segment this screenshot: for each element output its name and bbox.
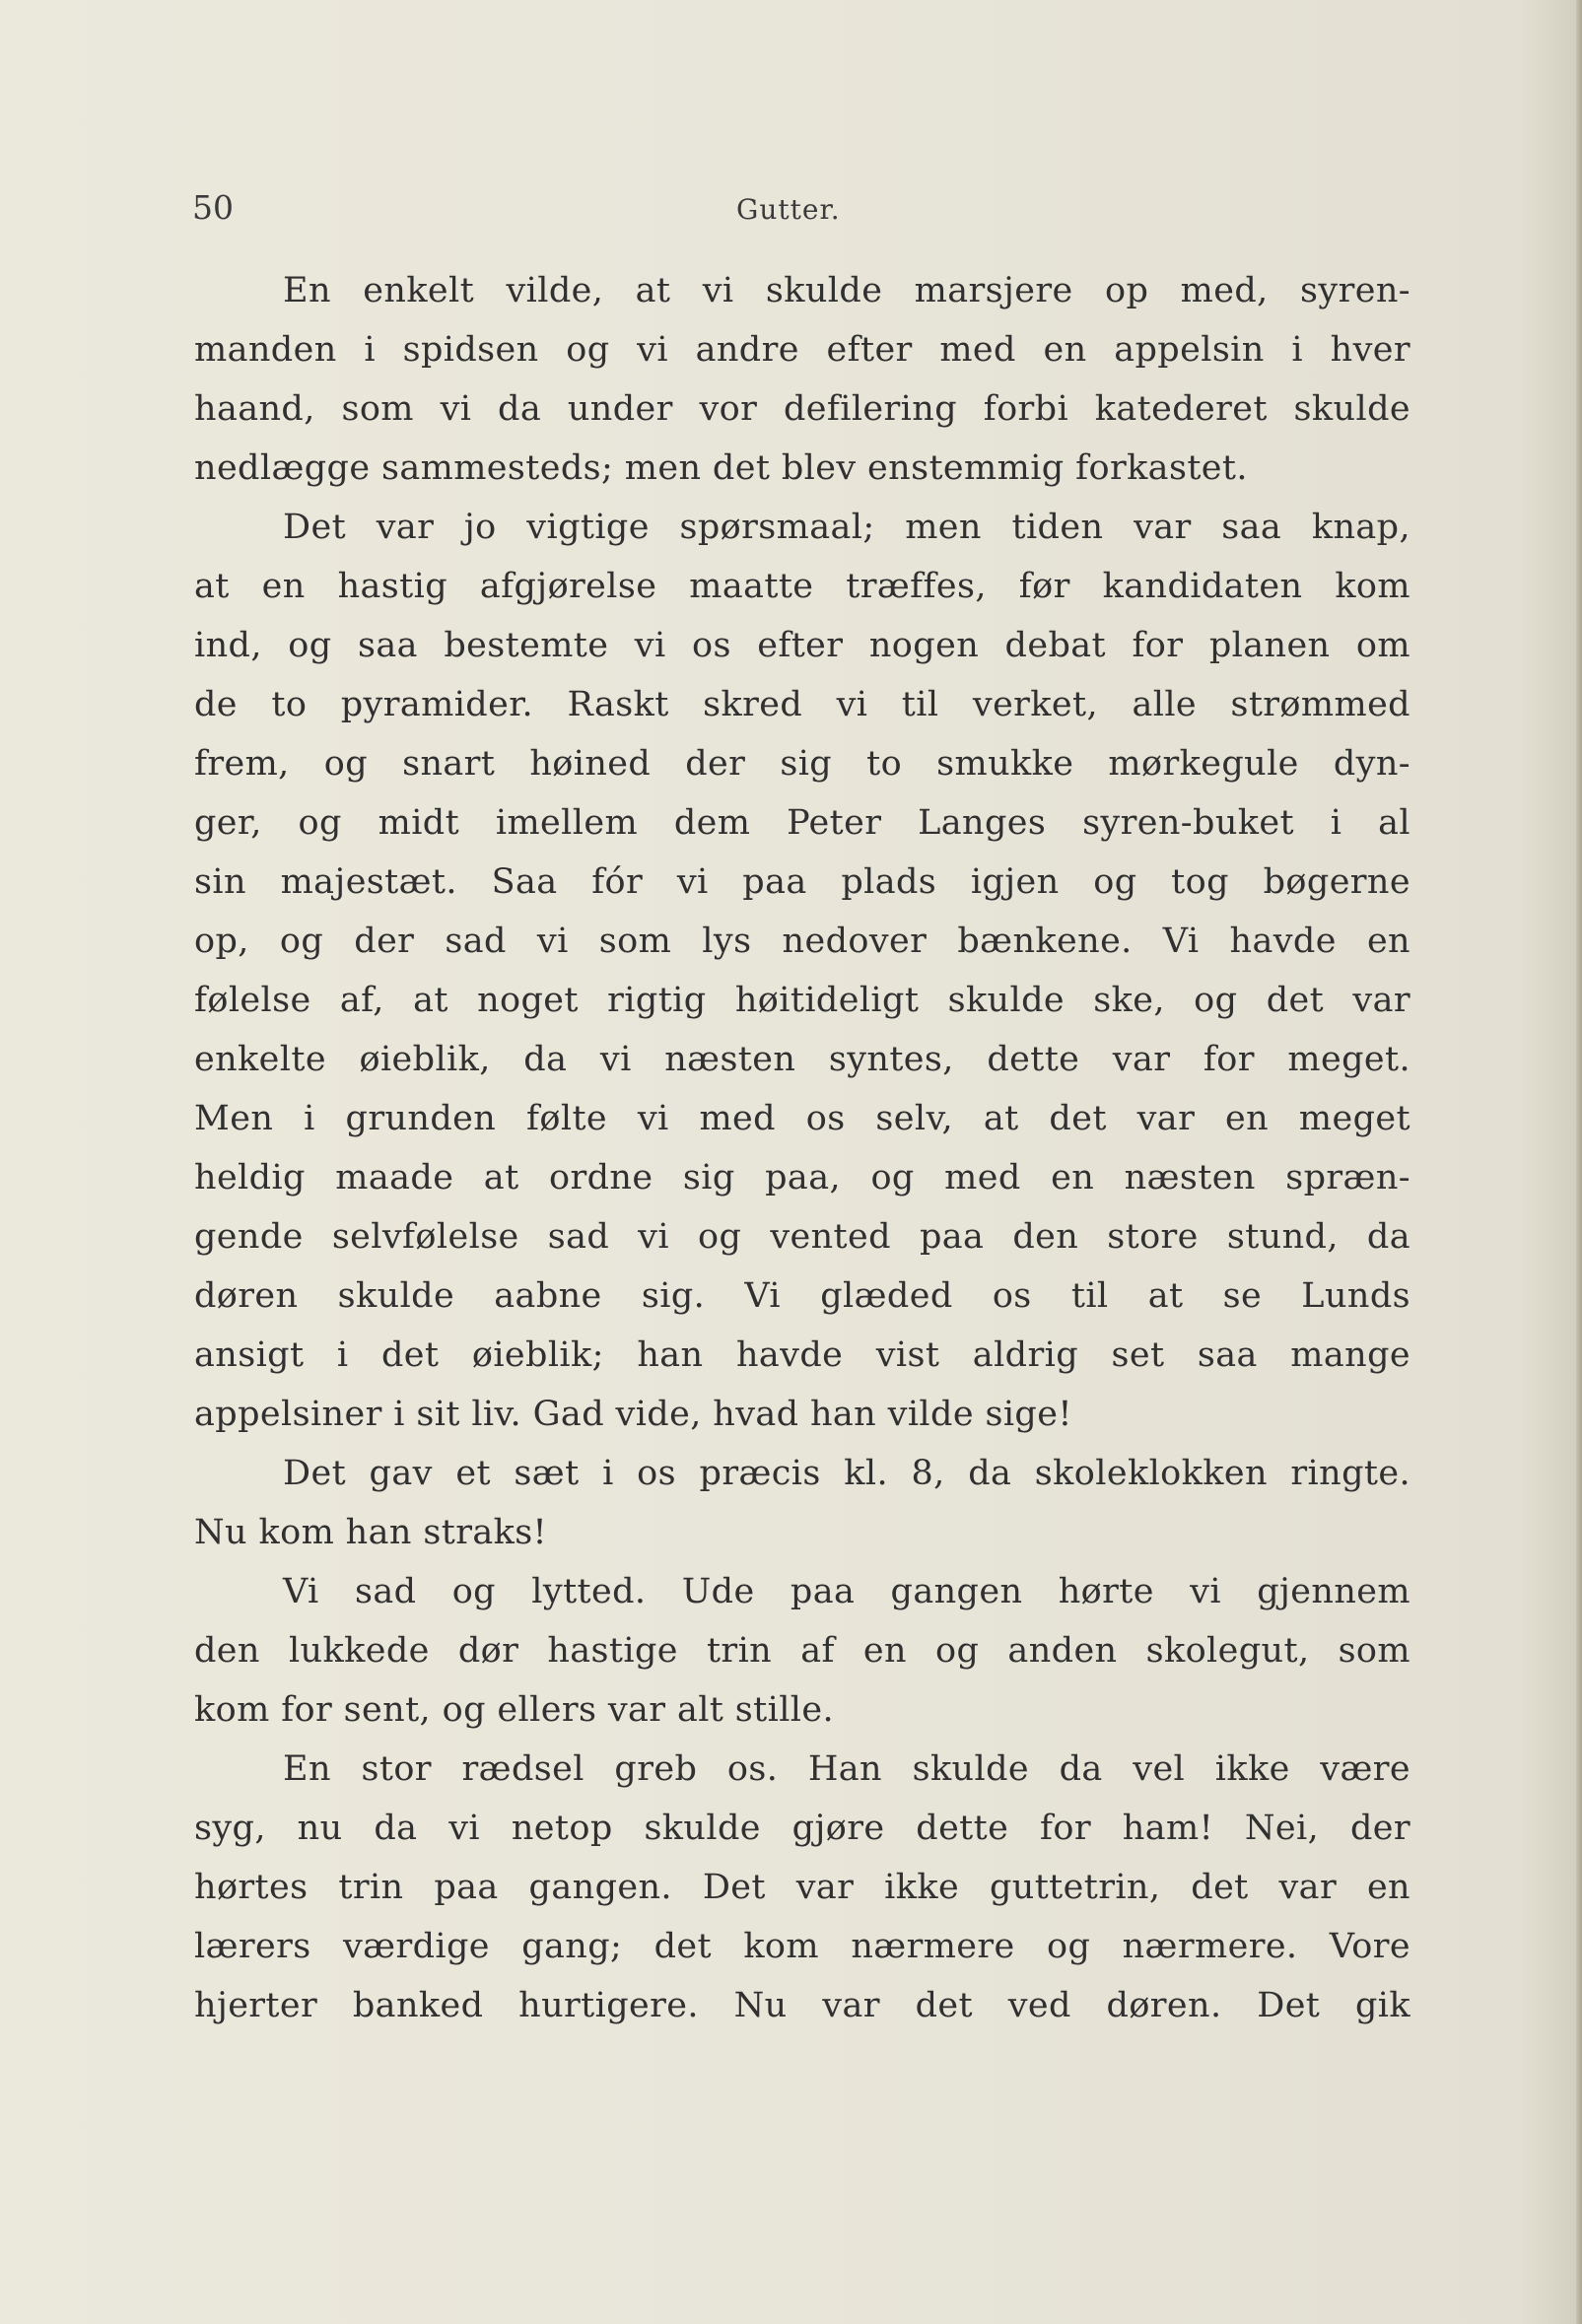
text-line: døren skulde aabne sig. Vi glæded os til at se Lunds [194, 1276, 1410, 1316]
text-line: frem, og snart høined der sig to smukke mørkegule dyn- [194, 744, 1410, 784]
text-line: gende selvfølelse sad vi og vented paa den store stund, da [194, 1217, 1410, 1257]
text-line: hørtes trin paa gangen. Det var ikke guttetrin, det var en [194, 1868, 1410, 1907]
text-line: syg, nu da vi netop skulde gjøre dette for ham! Nei, der [194, 1809, 1410, 1848]
text-line: ansigt i det øieblik; han havde vist aldrig set saa mange [194, 1335, 1410, 1375]
text-line: at en hastig afgjørelse maatte træffes, før kandidaten kom [194, 567, 1410, 606]
running-head: Gutter. [736, 193, 841, 226]
text-line: ind, og saa bestemte vi os efter nogen debat for planen om [194, 626, 1410, 665]
text-line: den lukkede dør hastige trin af en og anden skolegut, som [194, 1631, 1410, 1671]
body-text [194, 261, 1410, 2035]
text-line: de to pyramider. Raskt skred vi til verket, alle strømmed [194, 685, 1410, 724]
text-line: Det gav et sæt i os præcis kl. 8, da skoleklokken ringte. [283, 1454, 1410, 1493]
text-line: heldig maade at ordne sig paa, og med en næsten spræn- [194, 1158, 1410, 1197]
page-edge [1576, 0, 1582, 2324]
text-line: sin majestæt. Saa fór vi paa plads igjen og tog bøgerne [194, 862, 1410, 902]
text-line: En enkelt vilde, at vi skulde marsjere op med, syren- [283, 271, 1410, 310]
text-line: nedlægge sammesteds; men det blev enstemmig forkastet. [194, 448, 1248, 488]
text-line: følelse af, at noget rigtig høitideligt skulde ske, og det var [194, 981, 1410, 1020]
text-line: Vi sad og lytted. Ude paa gangen hørte vi gjennem [283, 1572, 1410, 1611]
text-line: kom for sent, og ellers var alt stille. [194, 1690, 835, 1730]
text-line: Nu kom han straks! [194, 1513, 548, 1552]
text-line: Men i grunden følte vi med os selv, at det var en meget [194, 1099, 1410, 1138]
text-line: ger, og midt imellem dem Peter Langes syren-buket i al [194, 803, 1410, 843]
text-line: Det var jo vigtige spørsmaal; men tiden var saa knap, [283, 508, 1410, 547]
text-line: appelsiner i sit liv. Gad vide, hvad han vilde sige! [194, 1395, 1072, 1434]
text-line: op, og der sad vi som lys nedover bænkene. Vi havde en [194, 922, 1410, 961]
page-number: 50 [192, 188, 234, 227]
text-line: enkelte øieblik, da vi næsten syntes, dette var for meget. [194, 1040, 1410, 1079]
text-line: lærers værdige gang; det kom nærmere og nærmere. Vore [194, 1927, 1410, 1966]
text-line: En stor rædsel greb os. Han skulde da vel ikke være [283, 1749, 1410, 1789]
page-header [192, 185, 1414, 231]
text-line: haand, som vi da under vor defilering forbi katederet skulde [194, 389, 1410, 429]
text-line: hjerter banked hurtigere. Nu var det ved døren. Det gik [194, 1986, 1410, 2025]
text-line: manden i spidsen og vi andre efter med en appelsin i hver [194, 330, 1410, 370]
